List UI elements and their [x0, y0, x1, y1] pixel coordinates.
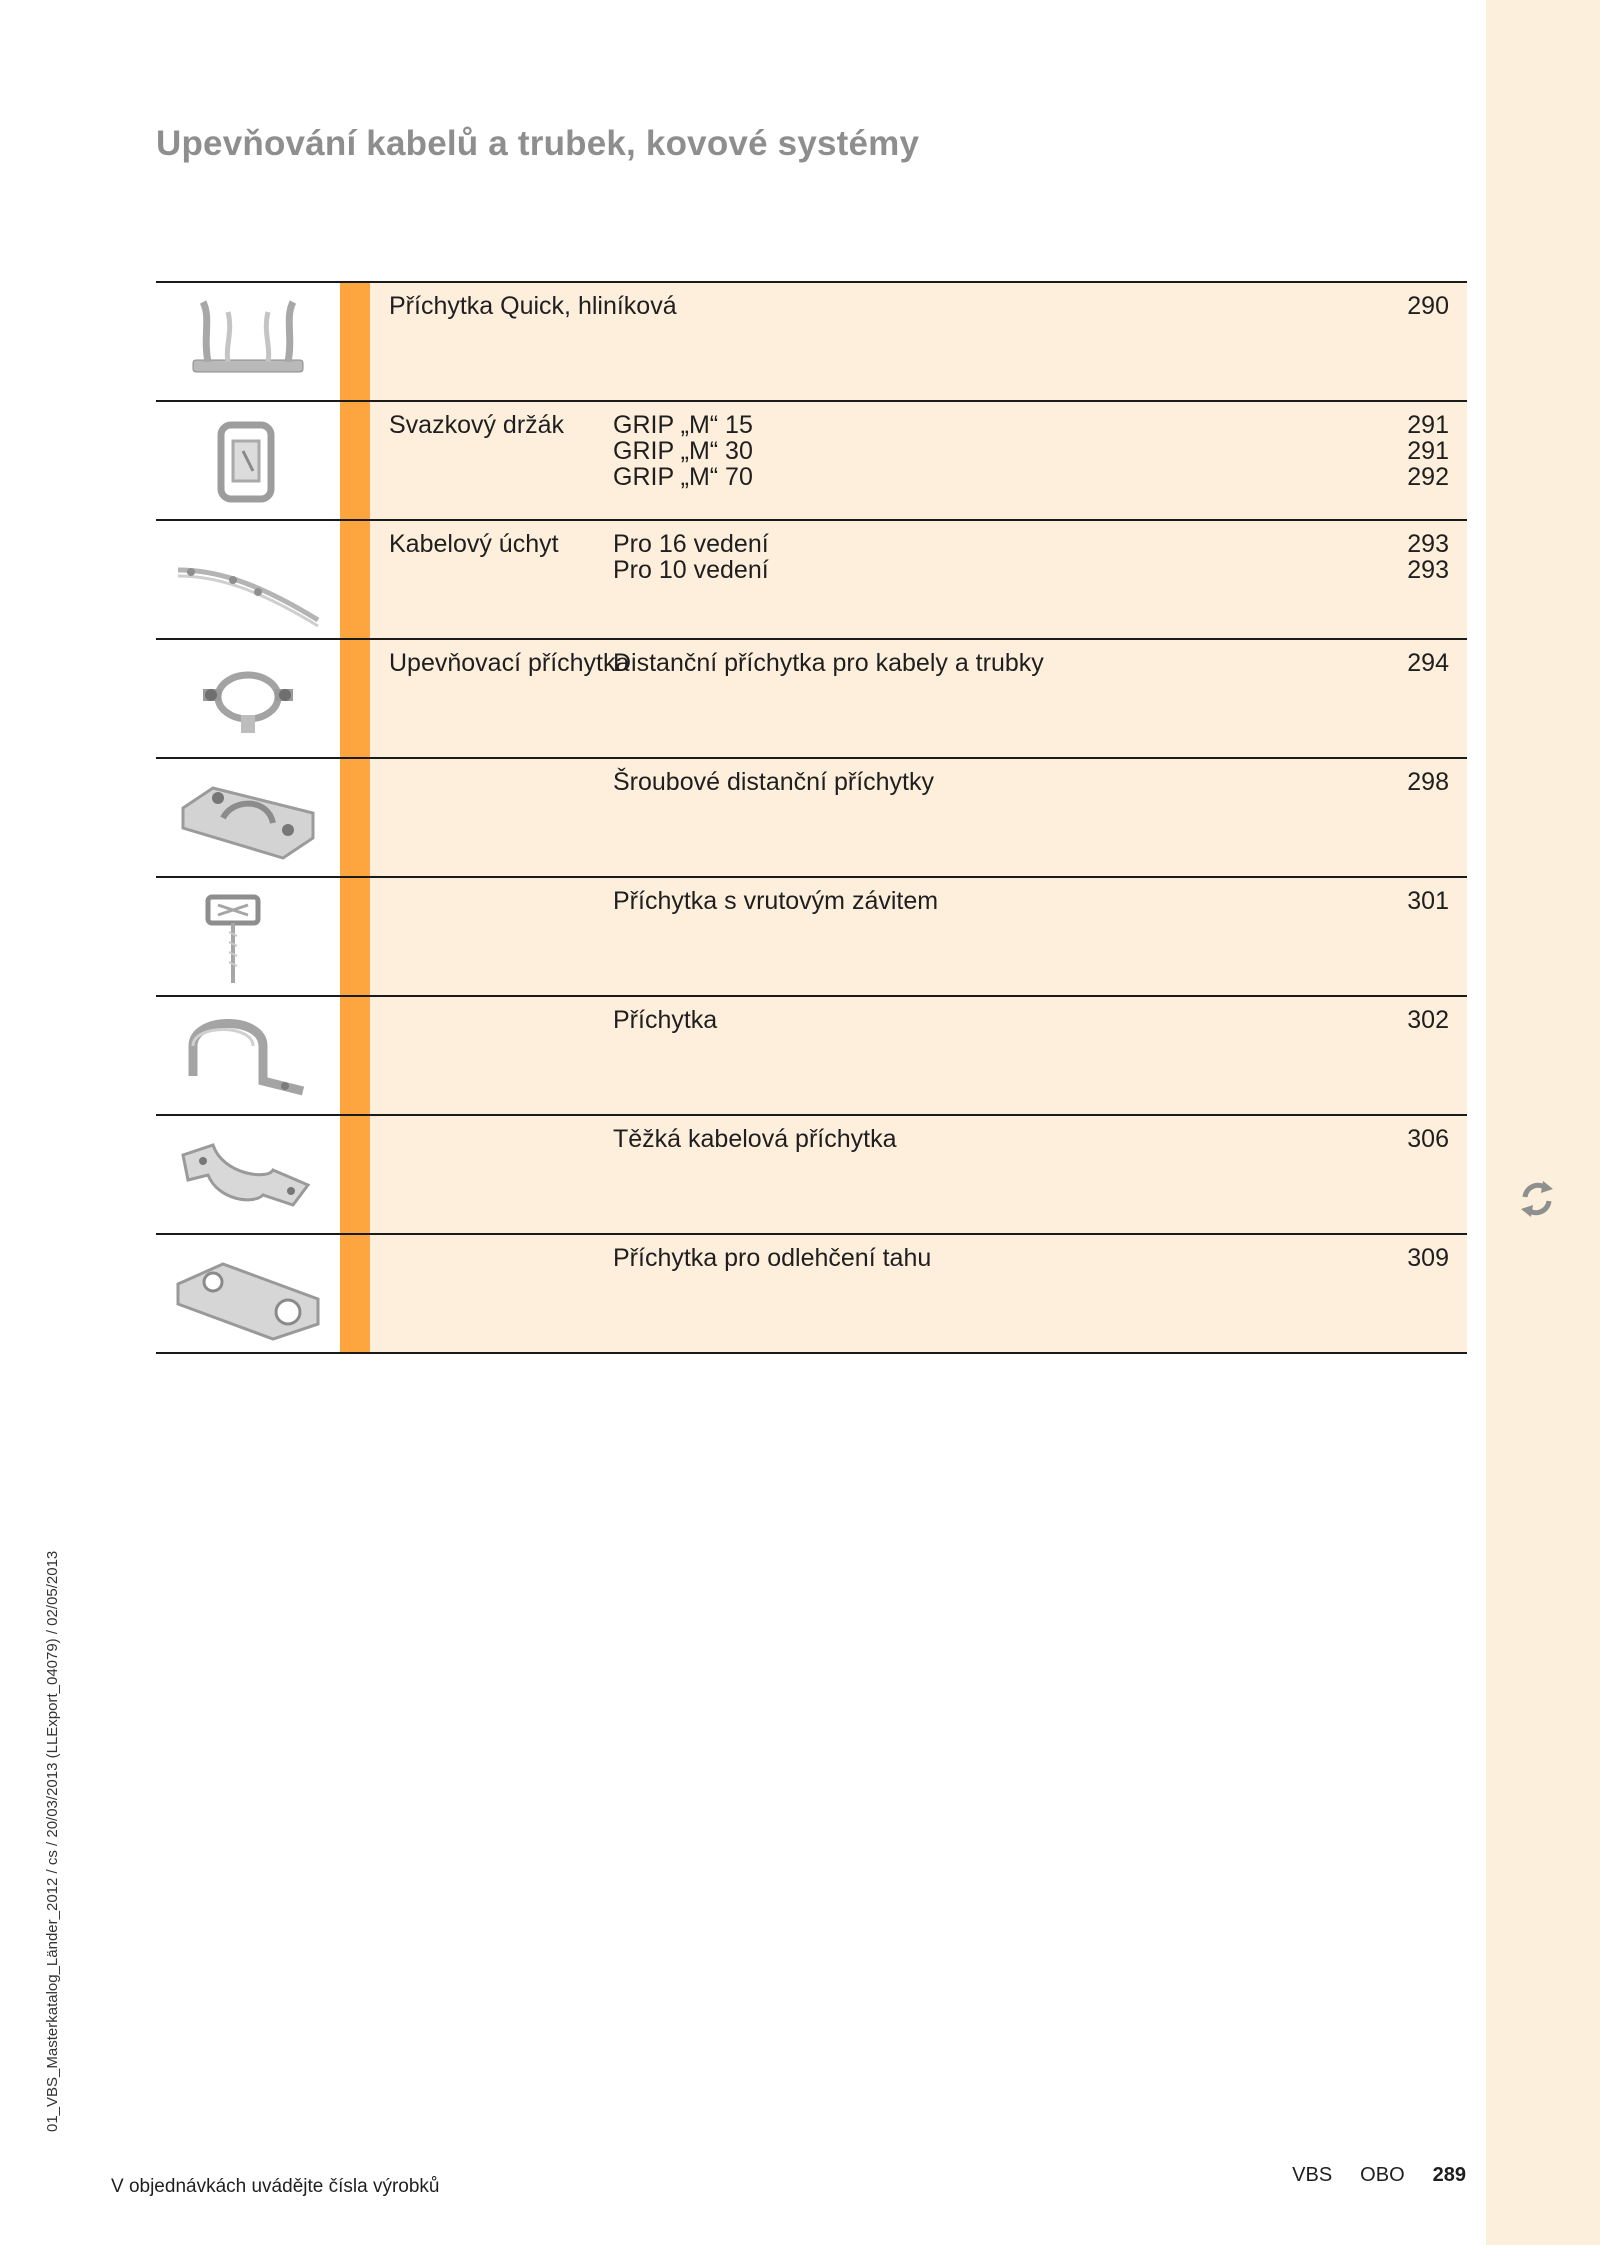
row-content — [370, 640, 1467, 757]
item-list — [613, 1007, 1449, 1033]
page-number: 291 — [1407, 411, 1449, 439]
page-number: 309 — [1407, 1244, 1449, 1272]
item-label: Příchytka — [613, 1006, 718, 1034]
table-row[interactable] — [156, 521, 1467, 640]
item-list — [613, 1245, 1449, 1271]
product-image — [156, 1235, 340, 1352]
list-item[interactable] — [613, 531, 1449, 557]
list-item[interactable] — [613, 412, 1449, 438]
item-label: Šroubové distanční příchytky — [613, 768, 934, 796]
product-image — [156, 521, 340, 638]
page-number: 291 — [1407, 437, 1449, 465]
list-item[interactable] — [613, 464, 1449, 490]
footer-info — [1292, 2164, 1466, 2187]
table-row[interactable] — [156, 1235, 1467, 1354]
group-label: Příchytka Quick, hliníková — [389, 292, 677, 320]
accent-bar — [340, 521, 370, 638]
list-item[interactable] — [613, 438, 1449, 464]
table-row[interactable] — [156, 878, 1467, 997]
table-row[interactable] — [156, 640, 1467, 759]
bundle-holder-icon — [173, 411, 323, 511]
accent-bar — [340, 759, 370, 876]
section-code: VBS — [1292, 2164, 1333, 2186]
item-label: Pro 16 vedení — [613, 530, 769, 558]
product-table — [156, 281, 1467, 1354]
row-content — [370, 1116, 1467, 1233]
product-image — [156, 1116, 340, 1233]
page-number: 293 — [1407, 530, 1449, 558]
accent-bar — [340, 1235, 370, 1352]
table-row[interactable] — [156, 759, 1467, 878]
list-item[interactable] — [613, 293, 1449, 319]
page-number: 302 — [1407, 1006, 1449, 1034]
item-label: GRIP „M“ 15 — [613, 411, 753, 439]
product-image — [156, 283, 340, 400]
accent-bar — [340, 878, 370, 995]
item-list — [613, 1126, 1449, 1152]
item-label: Příchytka pro odlehčení tahu — [613, 1244, 932, 1272]
page-number: 294 — [1407, 649, 1449, 677]
clip-icon — [173, 1006, 323, 1106]
brand-name: OBO — [1360, 2164, 1405, 2186]
group-label: Svazkový držák — [389, 411, 565, 439]
item-label: Distanční příchytka pro kabely a trubky — [613, 649, 1044, 677]
item-list — [613, 650, 1449, 676]
table-row[interactable] — [156, 402, 1467, 521]
item-label: GRIP „M“ 70 — [613, 463, 753, 491]
table-row[interactable] — [156, 997, 1467, 1116]
spacer-clip-icon — [173, 649, 323, 749]
page-number: 292 — [1407, 463, 1449, 491]
product-image — [156, 640, 340, 757]
recycle-arrows-icon — [1513, 1175, 1561, 1223]
item-label: Pro 10 vedení — [613, 556, 769, 584]
item-list — [613, 769, 1449, 795]
accent-bar — [340, 1116, 370, 1233]
product-image — [156, 402, 340, 519]
accent-bar — [340, 283, 370, 400]
accent-bar — [340, 402, 370, 519]
print-metadata: 01_VBS_Masterkatalog_Länder_2012 / cs / 20/03/2013 (LLExport_04079) / 02/05/2013 — [44, 1550, 61, 2132]
row-content — [370, 402, 1467, 519]
group-label: Kabelový úchyt — [389, 530, 559, 558]
page-number: 301 — [1407, 887, 1449, 915]
cable-clamp-strip-icon — [173, 530, 323, 630]
list-item[interactable] — [613, 1245, 1449, 1271]
table-row[interactable] — [156, 1116, 1467, 1235]
product-image — [156, 997, 340, 1114]
item-list — [613, 888, 1449, 914]
item-list — [613, 412, 1449, 490]
table-row[interactable] — [156, 283, 1467, 402]
item-label: GRIP „M“ 30 — [613, 437, 753, 465]
footer-note: V objednávkách uvádějte čísla výrobků — [111, 2176, 440, 2197]
page-number-footer: 289 — [1432, 2164, 1466, 2186]
aluminium-quick-clip-icon — [173, 292, 323, 392]
page-number: 290 — [1407, 292, 1449, 320]
list-item[interactable] — [613, 769, 1449, 795]
accent-bar — [340, 640, 370, 757]
wood-thread-clip-icon — [173, 887, 323, 987]
page-number: 298 — [1407, 768, 1449, 796]
screw-spacer-clip-icon — [173, 768, 323, 868]
product-image — [156, 759, 340, 876]
item-list — [613, 293, 1449, 319]
list-item[interactable] — [613, 557, 1449, 583]
row-content — [370, 759, 1467, 876]
page-number: 306 — [1407, 1125, 1449, 1153]
product-image — [156, 878, 340, 995]
list-item[interactable] — [613, 1126, 1449, 1152]
item-label: Příchytka s vrutovým závitem — [613, 887, 939, 915]
list-item[interactable] — [613, 888, 1449, 914]
list-item[interactable] — [613, 1007, 1449, 1033]
row-content — [370, 1235, 1467, 1352]
row-content — [370, 997, 1467, 1114]
side-band — [1486, 0, 1600, 2245]
accent-bar — [340, 997, 370, 1114]
heavy-cable-clip-icon — [173, 1125, 323, 1225]
page-number: 293 — [1407, 556, 1449, 584]
item-list — [613, 531, 1449, 583]
item-label: Těžká kabelová příchytka — [613, 1125, 897, 1153]
row-content — [370, 283, 1467, 400]
row-content — [370, 521, 1467, 638]
strain-relief-clip-icon — [173, 1244, 323, 1344]
row-content — [370, 878, 1467, 995]
page-title: Upevňování kabelů a trubek, kovové systémy — [156, 124, 920, 163]
list-item[interactable] — [613, 650, 1449, 676]
group-label: Upevňovací příchytka — [389, 649, 630, 677]
